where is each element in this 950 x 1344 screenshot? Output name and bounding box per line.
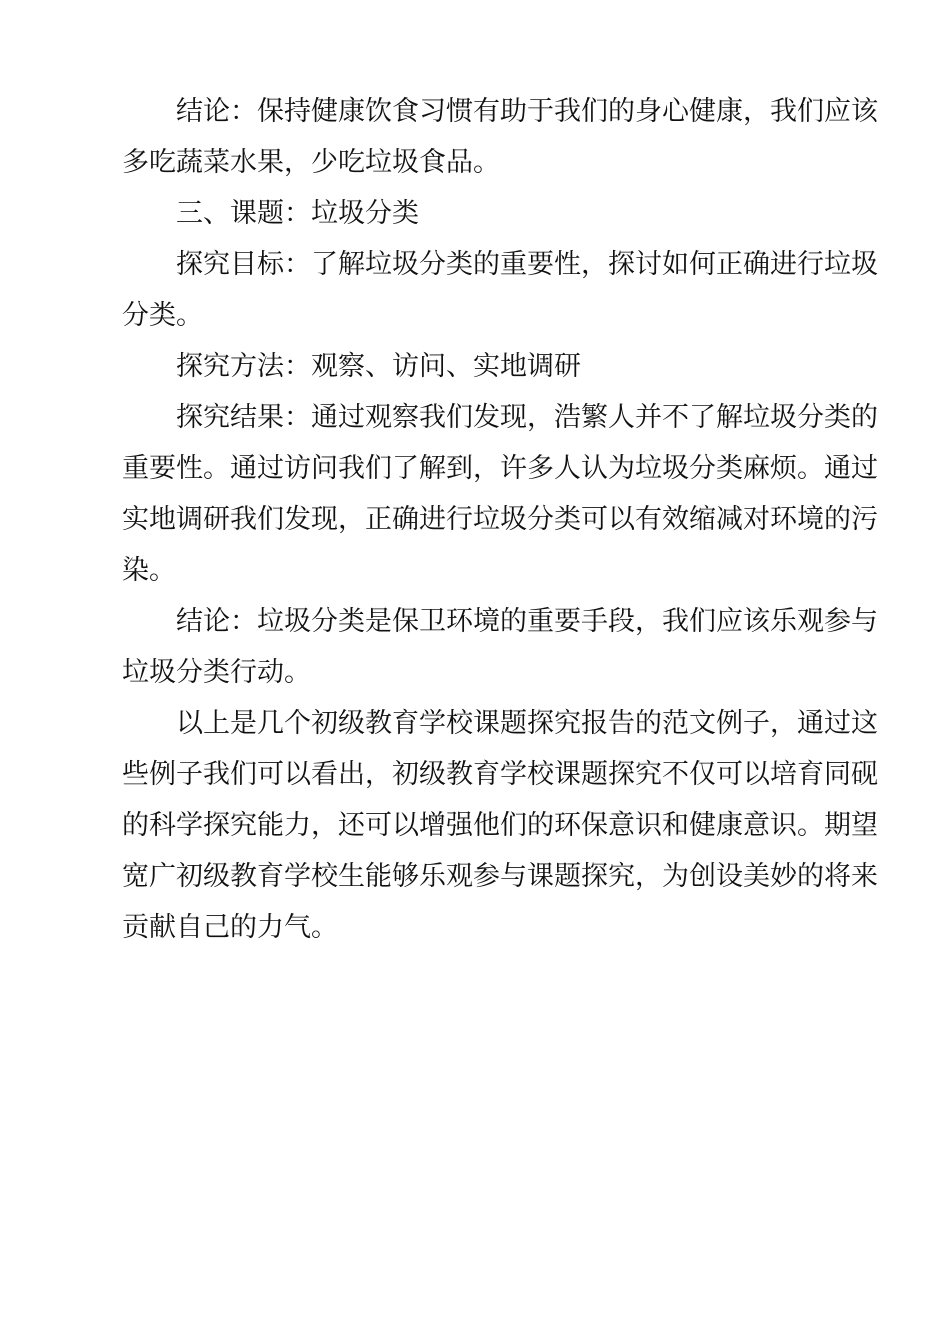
text-line: 宽广初级教育学校生能够乐观参与课题探究，为创设美妙的将来 (122, 861, 878, 892)
text-line: 结论：保持健康饮食习惯有助于我们的身心健康，我们应该 (176, 96, 878, 127)
text-line: 重要性。通过访问我们了解到，许多人认为垃圾分类麻烦。通过 (122, 453, 878, 484)
paragraph-goal (122, 239, 878, 341)
document-body (122, 86, 878, 953)
text-line: 多吃蔬菜水果，少吃垃圾食品。 (122, 147, 500, 178)
text-line: 实地调研我们发现，正确进行垃圾分类可以有效缩减对环境的污 (122, 504, 878, 535)
paragraph-conclusion-diet (122, 86, 878, 188)
paragraph-results (122, 392, 878, 596)
paragraph-method (122, 341, 852, 392)
text-line: 染。 (122, 555, 176, 586)
text-line: 些例子我们可以看出，初级教育学校课题探究不仅可以培育同砚 (122, 759, 878, 790)
text-line: 结论：垃圾分类是保卫环境的重要手段，我们应该乐观参与 (176, 606, 878, 637)
section-heading: 三、课题：垃圾分类 (176, 198, 419, 229)
text-line: 探究目标：了解垃圾分类的重要性，探讨如何正确进行垃圾 (176, 249, 878, 280)
paragraph-summary (122, 698, 878, 953)
text-line: 探究方法：观察、访问、实地调研 (176, 351, 581, 382)
text-line: 的科学探究能力，还可以增强他们的环保意识和健康意识。期望 (122, 810, 878, 841)
text-line: 分类。 (122, 300, 203, 331)
paragraph-conclusion-sorting (122, 596, 878, 698)
text-line: 贡献自己的力气。 (122, 912, 338, 943)
text-line: 探究结果：通过观察我们发现，浩繁人并不了解垃圾分类的 (176, 402, 878, 433)
text-line: 以上是几个初级教育学校课题探究报告的范文例子，通过这 (176, 708, 878, 739)
paragraph-topic-heading (122, 188, 852, 239)
text-line: 垃圾分类行动。 (122, 657, 311, 688)
